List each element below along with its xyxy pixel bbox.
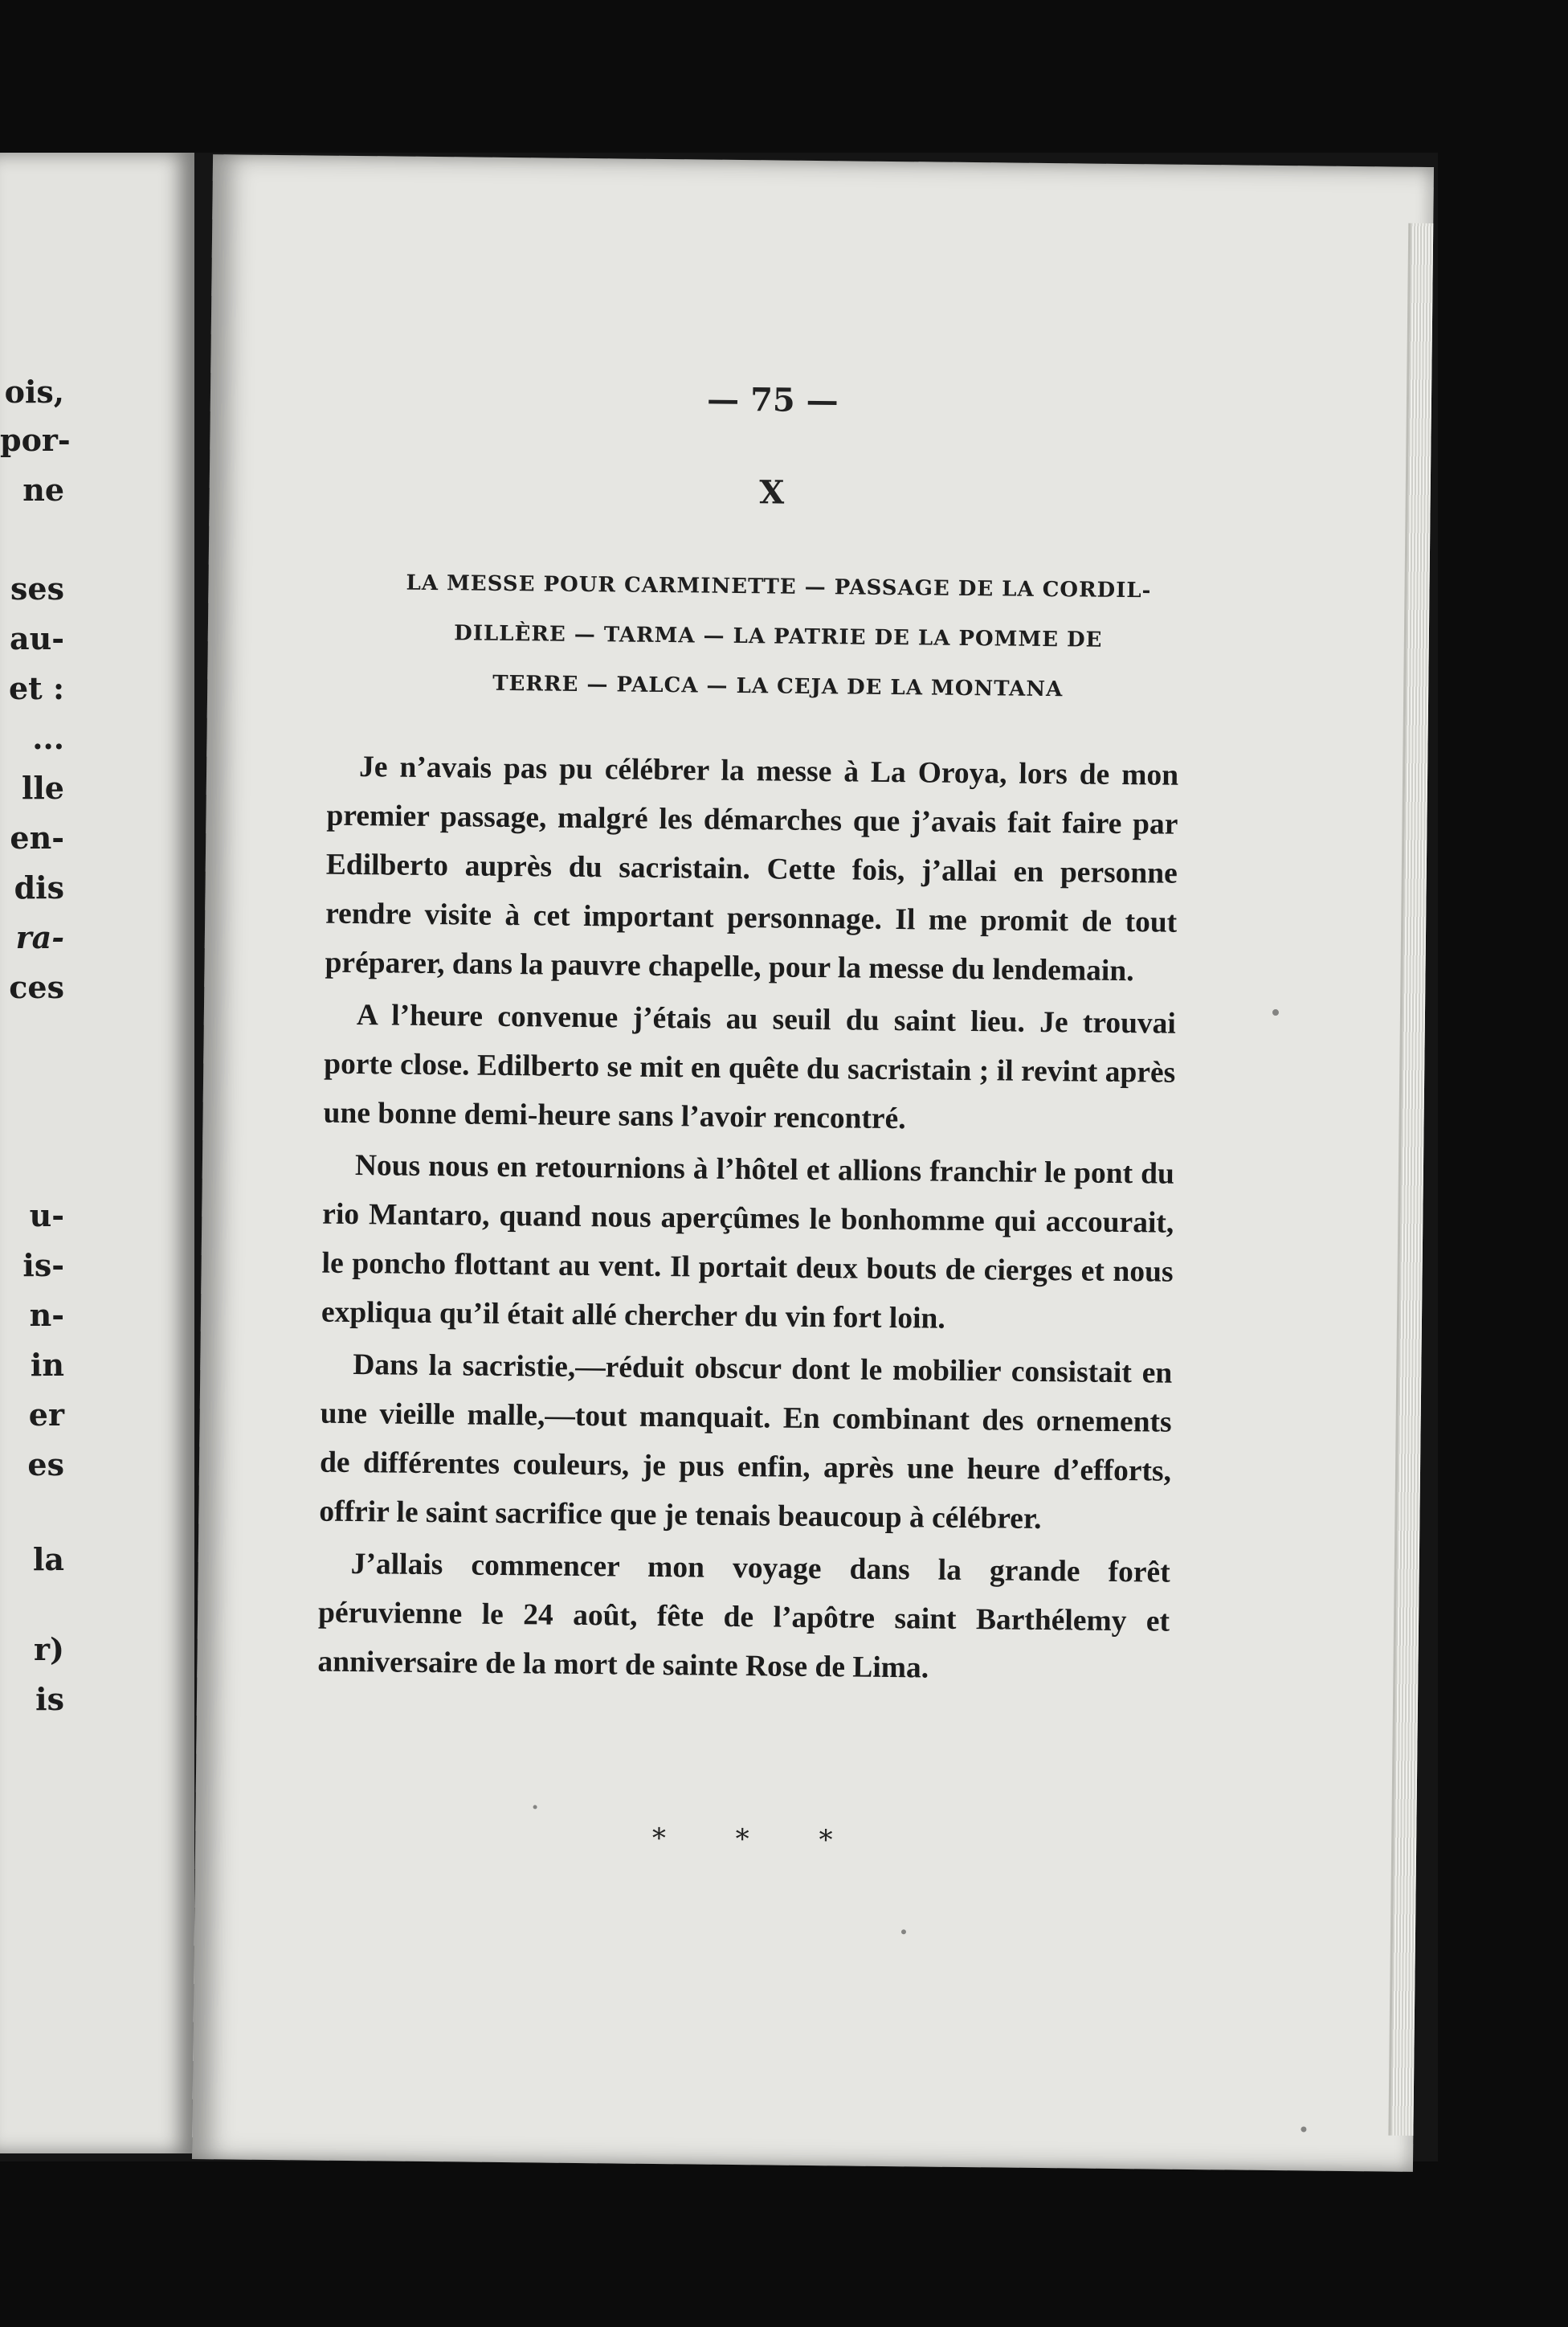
left-page-fragment: in bbox=[30, 1347, 64, 1383]
scanner-background-right bbox=[1438, 0, 1568, 2327]
left-page-fragment: r) bbox=[34, 1631, 64, 1667]
chapter-number: X bbox=[758, 473, 785, 512]
left-page-fragment: lle bbox=[21, 770, 64, 806]
left-page-fragment: es bbox=[27, 1446, 64, 1482]
left-page-fragment: u- bbox=[29, 1197, 64, 1233]
paragraph: J’allais commencer mon voyage dans la grande forêt péruvienne le 24 août, fête de l’apôtre saint Barthélemy et anniversaire de la mort de sainte Rose de Lima. bbox=[317, 1548, 1170, 1685]
paragraph: Nous nous en retournions à l’hôtel et allions franchir le pont du rio Mantaro, quand nous aperçûmes le bonhomme qui accourait, le poncho flottant au vent. Il portait deux bouts de cierges et nous expliqua qu’il était allé chercher du vin fort loin. bbox=[321, 1149, 1175, 1335]
left-page-fragment: au- bbox=[9, 620, 64, 656]
scan-speck bbox=[533, 1805, 537, 1809]
left-page-fragment: por- bbox=[0, 422, 71, 458]
chapter-title-line: LA MESSE POUR CARMINETTE — PASSAGE DE LA CORDIL- bbox=[406, 571, 1152, 603]
paragraph: Je n’avais pas pu célébrer la messe à La Oroya, lors de mon premier passage, malgré les démarches que j’avais fait faire par Edilberto auprès du sacristain. Cette fois, j’allai en personne rendre visite à cet important personnage. Il me promit de tout préparer, dans la pauvre chapelle, pour la messe du lendemain. bbox=[325, 750, 1179, 988]
left-page-fragment: ra- bbox=[15, 919, 64, 955]
left-page-fragment: ces bbox=[9, 969, 64, 1005]
left-page-fragment: dis bbox=[14, 869, 64, 906]
section-ornament: * * * bbox=[651, 1822, 864, 1857]
paragraph: Dans la sacristie,—réduit obscur dont le mobilier consistait en une vieille malle,—tout manquait. En combinant des ornements de différentes couleurs, je pus enfin, après une heure d’efforts, offrir le saint sacrifice que je tenais beaucoup à célébrer. bbox=[319, 1348, 1173, 1536]
page-edge bbox=[1388, 223, 1433, 2136]
scan-speck bbox=[1301, 2126, 1306, 2132]
current-page bbox=[192, 154, 1434, 2172]
scanner-background-top bbox=[0, 0, 1568, 153]
left-page-fragment: n- bbox=[29, 1297, 64, 1333]
left-page-fragment: ses bbox=[10, 571, 64, 607]
scan-speck bbox=[1272, 1009, 1279, 1016]
left-page-fragment: is bbox=[35, 1681, 64, 1717]
page-number: — 75 — bbox=[706, 380, 839, 420]
left-page-fragment: ... bbox=[32, 720, 64, 756]
left-page-fragment: la bbox=[32, 1541, 64, 1577]
left-page-fragment: er bbox=[28, 1397, 64, 1433]
left-page-fragment: is- bbox=[22, 1247, 64, 1283]
left-page-fragment: et : bbox=[9, 670, 64, 706]
chapter-title bbox=[336, 558, 1221, 717]
paragraph: A l’heure convenue j’étais au seuil du saint lieu. Je trouvai porte close. Edilberto se mit en quête du sacristain ; il revint après une bonne demi-heure sans l’avoir rencontré. bbox=[323, 999, 1177, 1136]
body-text bbox=[317, 742, 1178, 1699]
chapter-title-line: DILLÈRE — TARMA — LA PATRIE DE LA POMME DE bbox=[454, 621, 1103, 652]
chapter-title-line: TERRE — PALCA — LA CEJA DE LA MONTANA bbox=[492, 671, 1064, 702]
scan-speck bbox=[901, 1929, 906, 1934]
left-page-fragment: ois, bbox=[4, 374, 64, 410]
left-page-fragment: ne bbox=[22, 472, 64, 508]
left-page-fragment: en- bbox=[10, 820, 64, 856]
previous-page bbox=[0, 153, 194, 2153]
scanner-background-bottom bbox=[0, 2161, 1568, 2327]
